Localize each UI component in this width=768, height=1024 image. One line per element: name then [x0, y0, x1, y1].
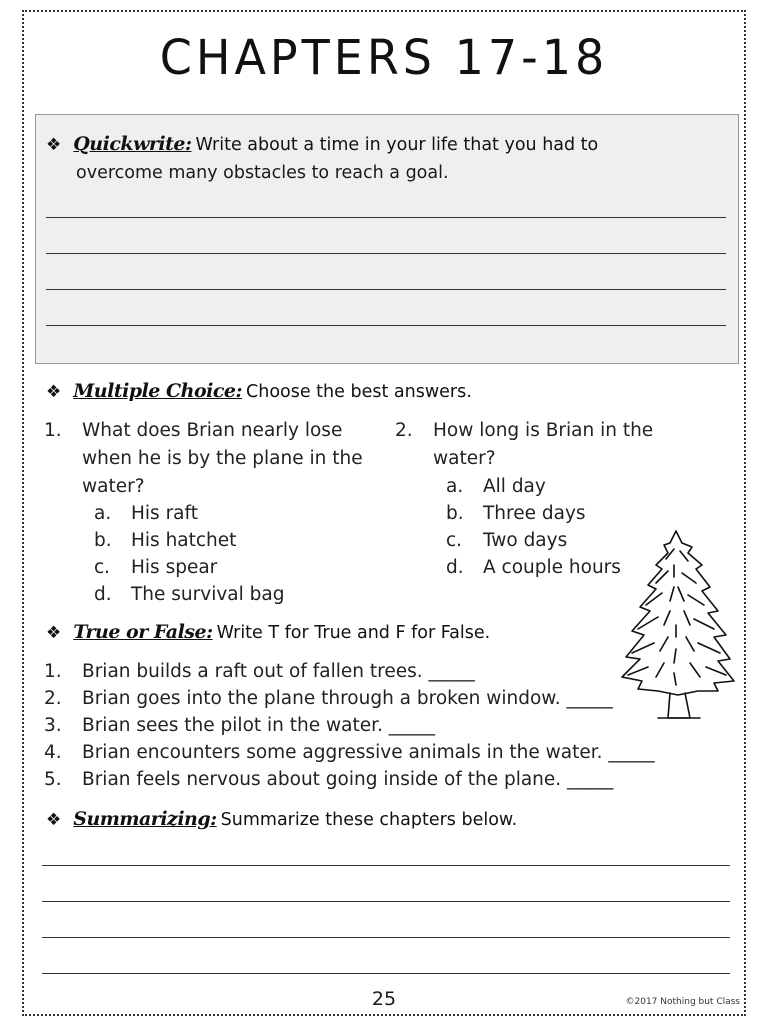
question-number: 2.: [395, 420, 413, 441]
option-letter: d.: [446, 557, 464, 578]
multiple-choice-heading: [46, 380, 472, 402]
multiple-choice-label: Multiple Choice:: [73, 380, 243, 402]
tf-number: 4.: [44, 742, 62, 763]
summary-writing-line[interactable]: [42, 973, 730, 974]
page-title: CHAPTERS 17-18: [159, 28, 609, 86]
diamond-bullet-icon: ❖: [46, 623, 62, 643]
diamond-bullet-icon: ❖: [46, 382, 62, 402]
quickwrite-prompt: Write about a time in your life that you had to: [195, 135, 599, 155]
quickwrite-writing-line[interactable]: [46, 325, 726, 326]
option-letter: a.: [94, 503, 112, 524]
option-letter: c.: [446, 530, 463, 551]
answer-option[interactable]: All day: [483, 476, 546, 497]
question-text: water?: [433, 448, 496, 469]
question-text: when he is by the plane in the: [82, 448, 363, 469]
answer-option[interactable]: His hatchet: [131, 530, 237, 551]
summary-writing-line[interactable]: [42, 865, 730, 866]
summary-writing-line[interactable]: [42, 937, 730, 938]
option-letter: b.: [94, 530, 112, 551]
summary-writing-line[interactable]: [42, 901, 730, 902]
answer-option[interactable]: The survival bag: [131, 584, 285, 605]
question-text: What does Brian nearly lose: [82, 420, 343, 441]
answer-option[interactable]: A couple hours: [483, 557, 621, 578]
copyright-notice: ©2017 Nothing but Class: [625, 997, 740, 1007]
tf-number: 3.: [44, 715, 62, 736]
diamond-bullet-icon: ❖: [46, 810, 62, 830]
tf-number: 2.: [44, 688, 62, 709]
question-text: How long is Brian in the: [433, 420, 654, 441]
quickwrite-prompt-line2: overcome many obstacles to reach a goal.: [76, 163, 449, 183]
question-text: water?: [82, 476, 145, 497]
quickwrite-writing-line[interactable]: [46, 253, 726, 254]
option-letter: a.: [446, 476, 464, 497]
tf-statement[interactable]: Brian goes into the plane through a broken window. _____: [82, 688, 613, 709]
answer-option[interactable]: Two days: [483, 530, 568, 551]
multiple-choice-instruction: Choose the best answers.: [246, 382, 472, 402]
true-false-instruction: Write T for True and F for False.: [216, 623, 491, 643]
quickwrite-writing-line[interactable]: [46, 217, 726, 218]
summarizing-heading: [46, 808, 517, 830]
summarizing-instruction: Summarize these chapters below.: [220, 810, 518, 830]
quickwrite-label: Quickwrite:: [73, 133, 192, 155]
option-letter: d.: [94, 584, 112, 605]
tf-statement[interactable]: Brian builds a raft out of fallen trees. _____: [82, 661, 475, 682]
quickwrite-heading: [46, 133, 598, 155]
answer-option[interactable]: His raft: [131, 503, 198, 524]
answer-option[interactable]: Three days: [483, 503, 586, 524]
true-false-heading: [46, 621, 490, 643]
tf-statement[interactable]: Brian sees the pilot in the water. _____: [82, 715, 436, 736]
tf-number: 5.: [44, 769, 62, 790]
pine-tree-icon: [618, 525, 736, 723]
tf-statement[interactable]: Brian feels nervous about going inside of the plane. _____: [82, 769, 614, 790]
answer-option[interactable]: His spear: [131, 557, 218, 578]
page-number: 25: [371, 988, 397, 1010]
diamond-bullet-icon: ❖: [46, 135, 62, 155]
summarizing-label: Summarizing:: [73, 808, 217, 830]
option-letter: c.: [94, 557, 111, 578]
quickwrite-writing-line[interactable]: [46, 289, 726, 290]
option-letter: b.: [446, 503, 464, 524]
true-false-label: True or False:: [73, 621, 213, 643]
tf-number: 1.: [44, 661, 62, 682]
tf-statement[interactable]: Brian encounters some aggressive animals in the water. _____: [82, 742, 655, 763]
question-number: 1.: [44, 420, 62, 441]
